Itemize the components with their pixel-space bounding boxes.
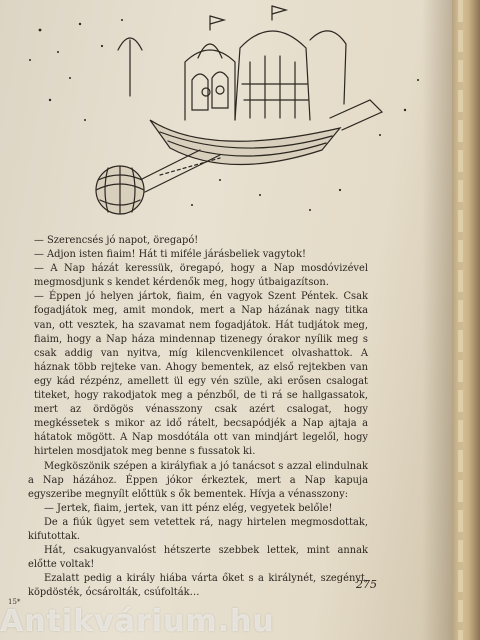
paragraph: — Jertek, fiaim, jertek, van itt pénz elég, vegyetek belőle!	[44, 502, 333, 514]
paragraph: Megköszönik szépen a királyfiak a jó tanácsot s azzal elindulnak a Nap házához. Éppen jókor érkeztek, mert a Nap kapuja egyszeribe megnyílt előttük s ők bementek. Hívja a vénasszony:	[28, 460, 368, 500]
paragraph: — Éppen jó helyen jártok, fiaim, én vagyok Szent Péntek. Csak fogadjátok meg, amit mondok, mert a Nap házának nagy titka van, ott vesztek, ha szavamat nem fogadjátok. Hát tudjátok meg, fiaim, hogy a Nap háza mindennap tizenegy órakor nyílik meg s csak addig van nyitva, míg kilencvenkilencet olvashattok. A háznak több rejteke van. Ahogy bementek, az első rejtekben van egy kád rézpénz, amellett ül egy vén szüle, aki erősen csalogat titeket, hogy rakodjatok meg a pénzből, de ti rá se hallgassatok, mert az ördögös vénasszony csak azért csalogat, hogy megkéssetek s mikor az idő rátelt, becsapódjék a Nap ajtaja a hátatok mögött. A Nap mosdótála ott van mindjárt legelől, hogy hirtelen mosdjatok meg benne s fussatok ki.	[34, 291, 368, 458]
paragraph: De a fiúk ügyet sem vetettek rá, nagy hirtelen megmosdottak, kifutottak.	[28, 516, 368, 542]
paragraph: Hát, csakugyanvalóst hétszerte szebbek lettek, mint annak előtte voltak!	[28, 545, 368, 571]
signature-mark: 15*	[8, 598, 21, 606]
paragraph: — Adjon isten fiaim! Hát ti miféle járásbeliek vagytok!	[34, 249, 306, 261]
paragraph: — A Nap házát keressük, öregapó, hogy a Nap mosdóvizével megmosdjunk s kendet kérdenők meg, hogy útbaigazítson.	[34, 263, 368, 289]
story-text	[28, 234, 368, 600]
paragraph: Ezalatt pedig a király hiába várta őket s a királynét, szegényt, köpdösték, ócsárolták, csúfolták…	[28, 573, 368, 599]
watermark: Antikvárium.hu	[0, 604, 275, 639]
book-spine-edge	[452, 0, 480, 640]
gutter-shadow	[422, 0, 452, 640]
paragraph: — Szerencsés jó napot, öregapó!	[34, 235, 199, 246]
page-number: 275	[356, 578, 377, 591]
flying-ship-illustration	[10, 0, 450, 225]
page-edge-strip	[458, 0, 463, 640]
